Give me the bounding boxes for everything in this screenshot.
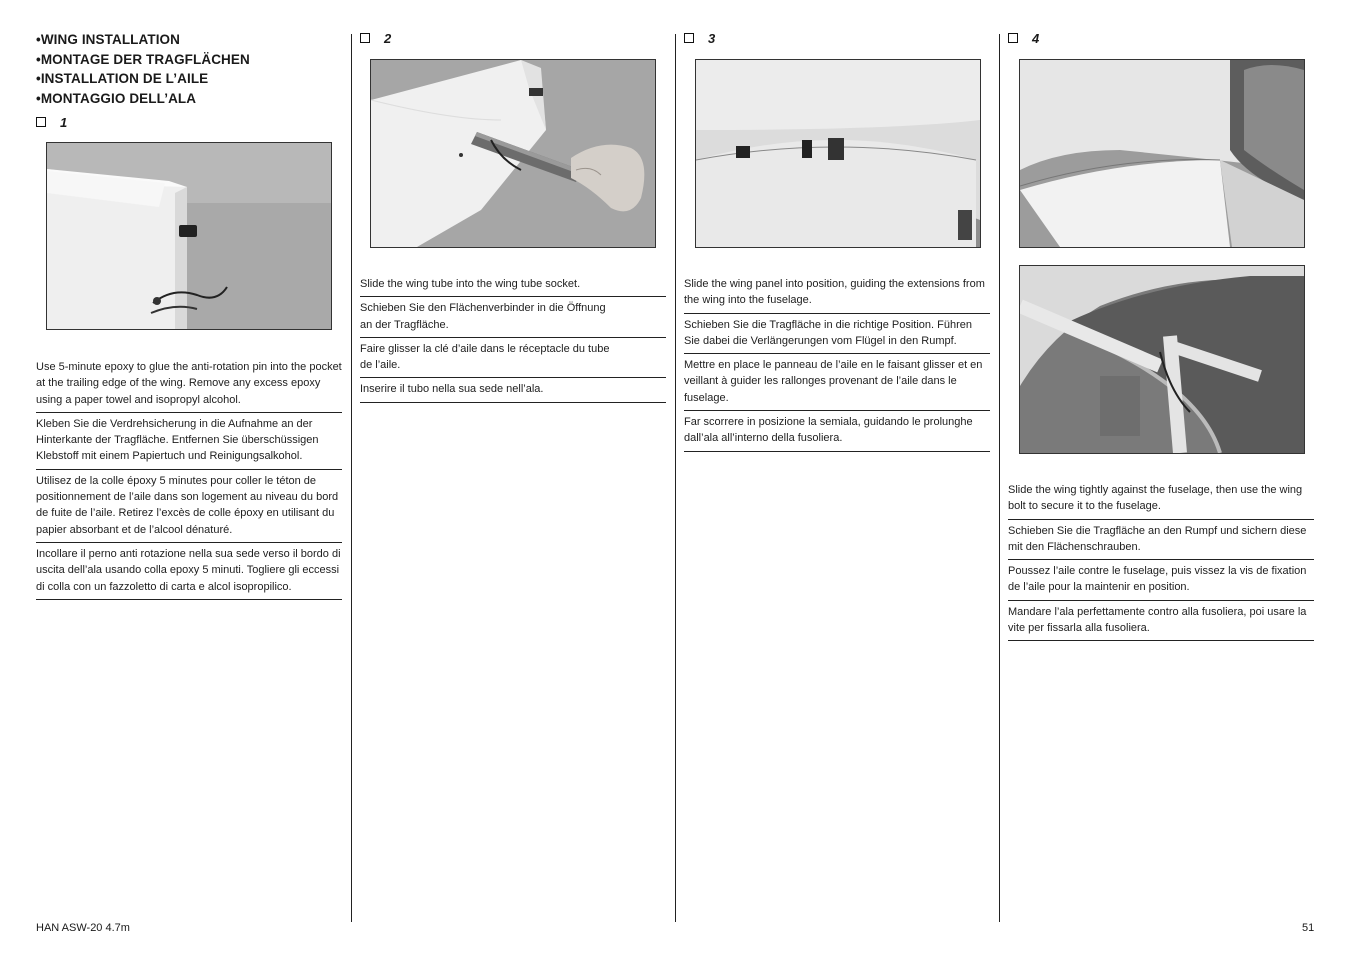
checkbox-icon[interactable]	[684, 33, 694, 43]
step-number: 2	[384, 30, 392, 46]
checkbox-icon[interactable]	[1008, 33, 1018, 43]
instructions-step-4	[1008, 479, 1314, 641]
photo-step-2	[370, 59, 656, 248]
step-marker-3	[684, 30, 715, 46]
column-step-2	[360, 30, 666, 430]
instruction-en: Slide the wing panel into position, guiding the extensions from the wing into the fuselage.	[684, 273, 990, 314]
instruction-it: Mandare l’ala perfettamente contro alla fusoliera, poi usare la vite per fissarla alla fusoliera.	[1008, 601, 1314, 642]
column-divider	[675, 34, 676, 922]
instruction-en: Use 5-minute epoxy to glue the anti-rotation pin into the pocket at the trailing edge of the wing. Remove any excess epoxy using a paper towel and isopropyl alcohol.	[36, 356, 342, 413]
heading-de: •MONTAGE DER TRAGFLÄCHEN	[36, 51, 250, 67]
photo-step-4b	[1019, 265, 1305, 454]
instruction-it: Inserire il tubo nella sua sede nell’ala.	[360, 378, 666, 402]
instruction-de: Schieben Sie die Tragfläche in die richtige Position. Führen Sie dabei die Verlängerungen vom Flügel in den Rumpf.	[684, 314, 990, 355]
column-step-4	[1008, 30, 1314, 650]
instruction-it: Incollare il perno anti rotazione nella sua sede verso il bordo di uscita dell’ala usando colla epoxy 5 minuti. Togliere gli eccessi di colla con un fazzoletto di carta e alcol isopropilico.	[36, 543, 342, 600]
column-step-3	[684, 30, 990, 450]
step-marker-4	[1008, 30, 1039, 46]
instruction-fr: Mettre en place le panneau de l’aile en le faisant glisser et en veillant à guider les rallonges provenant de l’aile dans le fuselage.	[684, 354, 990, 411]
photo-step-4a	[1019, 59, 1305, 248]
instruction-de: Kleben Sie die Verdrehsicherung in die Aufnahme an der Hinterkante der Tragfläche. Entfernen Sie überschüssigen Klebstoff mit einem Papiertuch und Reinigungsalkohol.	[36, 413, 342, 470]
heading-it: •MONTAGGIO DELL’ALA	[36, 90, 197, 106]
checkbox-icon[interactable]	[36, 117, 46, 127]
instructions-step-2	[360, 273, 666, 403]
step-number: 4	[1032, 30, 1040, 46]
instruction-de: Schieben Sie die Tragfläche an den Rumpf und sichern diese mit den Flächenschrauben.	[1008, 520, 1314, 561]
footer-title: HAN ASW-20 4.7m	[36, 922, 130, 934]
step-number: 1	[60, 114, 68, 130]
section-headings	[36, 30, 342, 108]
instruction-en: Slide the wing tube into the wing tube socket.	[360, 273, 666, 297]
instruction-fr: Utilisez de la colle époxy 5 minutes pour coller le téton de positionnement de l’aile dans son logement au niveau du bord de fuite de l’aile. Retirez l’excès de colle époxy en utilisant du papier absorbant et de l’alcool dénaturé.	[36, 470, 342, 543]
instruction-en: Slide the wing tightly against the fuselage, then use the wing bolt to secure it to the fuselage.	[1008, 479, 1314, 520]
heading-fr: •INSTALLATION DE L’AILE	[36, 71, 209, 86]
checkbox-icon[interactable]	[360, 33, 370, 43]
column-divider	[999, 34, 1000, 922]
instructions-step-3	[684, 273, 990, 452]
instruction-it: Far scorrere in posizione la semiala, guidando le prolunghe dall’ala all’interno della fusoliera.	[684, 411, 990, 452]
step-number: 3	[708, 30, 716, 46]
step-marker-2	[360, 30, 391, 46]
column-step-1	[36, 30, 342, 630]
instruction-fr: Faire glisser la clé d’aile dans le réceptacle du tube de l’aile.	[360, 338, 666, 379]
step-marker-1	[36, 114, 67, 130]
instruction-de: Schieben Sie den Flächenverbinder in die Öffnung an der Tragfläche.	[360, 297, 666, 338]
instruction-fr: Poussez l’aile contre le fuselage, puis vissez la vis de fixation de l’aile pour la maintenir en position.	[1008, 560, 1314, 601]
heading-en: •WING INSTALLATION	[36, 32, 181, 47]
column-divider	[351, 34, 352, 922]
instructions-step-1	[36, 356, 342, 600]
photo-step-1	[46, 142, 332, 330]
page-number: 51	[1302, 922, 1315, 934]
photo-step-3	[695, 59, 981, 248]
